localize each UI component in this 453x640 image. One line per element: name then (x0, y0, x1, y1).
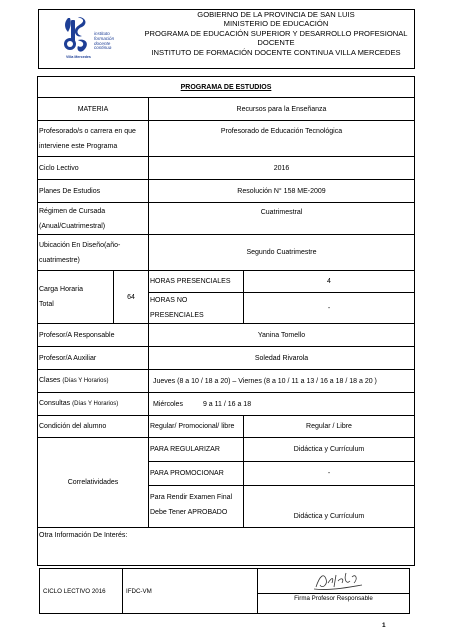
rendir-label (149, 486, 244, 528)
auxiliar-value: Soledad Rivarola (149, 347, 415, 370)
ubicacion-label (38, 235, 149, 271)
regularizar-label: PARA REGULARIZAR (149, 438, 244, 462)
ubicacion-label-line: cuatrimestre) (39, 256, 80, 264)
profesorado-label-line: interviene este Programa (39, 142, 118, 150)
header-line: INSTITUTO DE FORMACIÓN DOCENTE CONTINUA VILLA MERCEDES (151, 47, 401, 57)
horas-presenciales-label: HORAS PRESENCIALES (149, 271, 244, 293)
ubicacion-value: Segundo Cuatrimestre (149, 235, 415, 271)
condicion-options: Regular/ Promocional/ libre (149, 416, 244, 438)
carga-label-line: Carga Horaria (39, 286, 83, 293)
carga-label (38, 271, 114, 324)
consultas-label (38, 393, 149, 416)
footer-ifdc: IFDC-VM (123, 569, 258, 614)
regimen-value: Cuatrimestral (149, 203, 415, 235)
auxiliar-label: Profesor/A Auxiliar (38, 347, 149, 370)
responsable-label: Profesor/A Responsable (38, 324, 149, 347)
otra-informacion: Otra Información De Interés: (38, 528, 415, 566)
footer-ciclo: CICLO LECTIVO 2016 (40, 569, 123, 614)
logo-text-line: formación (94, 35, 115, 41)
consultas-label-text: Consultas (39, 400, 71, 407)
ciclo-value: 2016 (149, 157, 415, 180)
condicion-value: Regular / Libre (244, 416, 415, 438)
materia-label: MATERIA (38, 98, 149, 121)
promocionar-label: PARA PROMOCIONAR (149, 462, 244, 486)
profesorado-value: Profesorado de Educación Tecnológica (149, 121, 415, 157)
footer-firma-cell (258, 569, 410, 614)
consultas-day: Miércoles (153, 400, 183, 408)
logo-text-line: continua (94, 45, 112, 51)
profesorado-label (38, 121, 149, 157)
clases-label (38, 370, 149, 393)
logo-text-line: docente (94, 40, 111, 46)
profesorado-label-line: Profesorado/s o carrera en que (39, 127, 136, 135)
consultas-hours: 9 a 11 / 16 a 18 (202, 400, 252, 408)
program-title: PROGRAMA DE ESTUDIOS (38, 77, 415, 98)
carga-total: 64 (114, 271, 149, 324)
regimen-label-line: Régimen de Cursada (39, 207, 106, 215)
page-number: 1 (382, 622, 386, 629)
regimen-label-line: (Anual/Cuatrimestral) (39, 222, 106, 230)
regimen-label (38, 203, 149, 235)
header-title (140, 10, 412, 57)
horas-presenciales-value: 4 (244, 271, 415, 293)
consultas-value (149, 393, 415, 416)
signature-image (310, 569, 370, 593)
condicion-label: Condición del alumno (38, 416, 149, 438)
carga-label-line: Total (39, 301, 54, 308)
regularizar-value: Didáctica y Currículum (244, 438, 415, 462)
promocionar-value: - (244, 462, 415, 486)
footer-firma: Firma Profesor Responsable (294, 595, 373, 602)
consultas-label-small: (Días Y Horarios) (72, 401, 119, 407)
header-line: PROGRAMA DE EDUCACIÓN SUPERIOR Y DESARROLLO PROFESIONAL (144, 28, 408, 38)
horas-no-presenciales-label: HORAS NO PRESENCIALES (149, 293, 244, 324)
rendir-label-line: Debe Tener APROBADO (150, 509, 228, 516)
planes-value: Resolución N° 158 ME-2009 (149, 180, 415, 203)
logo-subtext: Villa Mercedes (66, 55, 91, 59)
logo-text (94, 32, 134, 51)
logo-text-line: instituto (94, 31, 110, 36)
horas-no-presenciales-value: - (244, 293, 415, 324)
header-line: GOBIERNO DE LA PROVINCIA DE SAN LUIS (197, 10, 355, 19)
clases-value: Jueves (8 a 10 / 18 a 20) – Viernes (8 a 10 / 11 a 13 / 16 a 18 / 18 a 20 ) (149, 370, 415, 393)
ciclo-label: Ciclo Lectivo (38, 157, 149, 180)
clases-label-text: Clases (39, 377, 61, 384)
header-line: DOCENTE (257, 38, 295, 48)
rendir-label-line: Para Rendir Examen Final (150, 494, 233, 501)
responsable-value: Yanina Tomello (149, 324, 415, 347)
rendir-value: Didáctica y Currículum (244, 486, 415, 528)
correlatividades-label: Correlatividades (38, 438, 149, 528)
footer-table (39, 568, 410, 614)
materia-value: Recursos para la Enseñanza (149, 98, 415, 121)
program-table (37, 76, 415, 566)
planes-label: Planes De Estudios (38, 180, 149, 203)
header-line: MINISTERIO DE EDUCACIÓN (223, 19, 329, 29)
clases-label-small: (Días Y Horarios) (62, 378, 109, 384)
ubicacion-label-line: Ubicación En Diseño(año- (39, 241, 121, 249)
